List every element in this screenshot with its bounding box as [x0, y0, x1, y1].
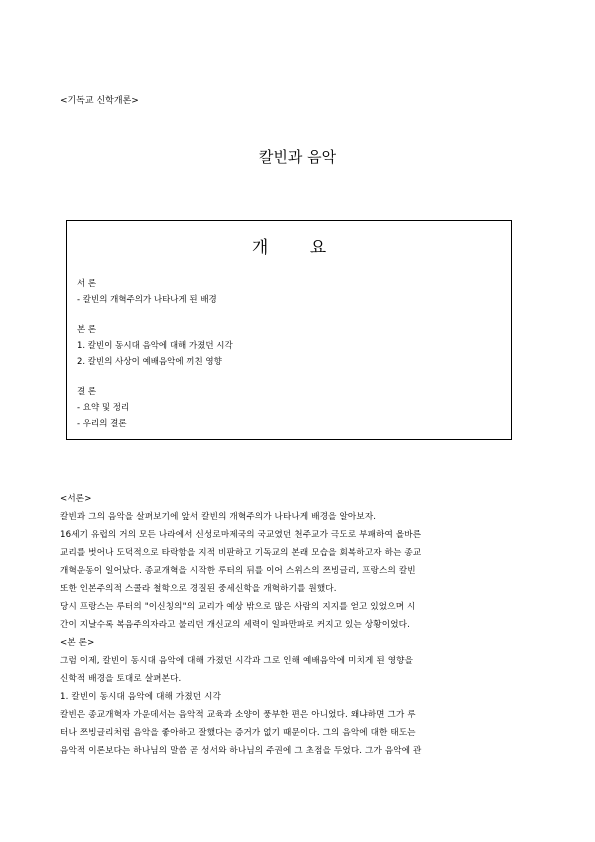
header-tag: <기독교 신학개론>	[60, 96, 139, 106]
outline-section-heading: 본 론	[77, 325, 97, 335]
outline-section-heading: 결 론	[77, 387, 97, 397]
intro-line: 16세기 유럽의 거의 모든 나라에서 신성로마제국의 국교였던 천주교가 극도로 부패하여 올바른	[60, 530, 422, 540]
body-section	[60, 634, 534, 760]
outline-section-heading: 서 론	[77, 279, 97, 289]
intro-line: 당시 프랑스는 루터의 "이신칭의"의 교리가 예상 밖으로 많은 사람의 지지를 얻고 있었으며 시	[60, 602, 416, 612]
intro-line: 개혁운동이 일어났다. 종교개혁을 시작한 루터의 뒤를 이어 스위스의 쯔빙글리, 프랑스의 칼빈	[60, 566, 416, 576]
outline-item: 2. 칼빈의 사상이 예배음악에 끼친 영향	[77, 357, 222, 367]
outline-title: 개 요	[251, 238, 345, 258]
intro-line: 간이 지날수록 복음주의자라고 불리던 개신교의 세력이 일파만파로 커지고 있는 상황이었다.	[60, 620, 410, 630]
body-line: 터나 쯔빙글리처럼 음악을 좋아하고 잘했다는 증거가 없기 때문이다. 그의 음악에 대한 태도는	[60, 728, 416, 738]
intro-line: 교리를 벗어나 도덕적으로 타락함을 지적 비판하고 기독교의 본래 모습을 회복하고자 하는 종교	[60, 548, 422, 558]
outline-box	[66, 220, 512, 440]
body-line: 칼빈은 종교개혁자 가운데서는 음악적 교육과 소양이 풍부한 편은 아니었다. 왜냐하면 그가 루	[60, 710, 416, 720]
body-heading: <본 론>	[60, 638, 95, 648]
page-title: 칼빈과 음악	[258, 148, 337, 166]
body-line: 신학적 배경을 토대로 살펴본다.	[60, 674, 182, 684]
outline-item: - 요약 및 정리	[77, 403, 130, 413]
body-line: 음악적 이론보다는 하나님의 말씀 곧 성서와 하나님의 주권에 그 초점을 두었다. 그가 음악에 관	[60, 746, 422, 756]
outline-item: - 우리의 결론	[77, 419, 127, 429]
body-line: 1. 칼빈이 동시대 음악에 대해 가졌던 시각	[60, 692, 222, 702]
outline-item: - 칼빈의 개혁주의가 나타나게 된 배경	[77, 295, 217, 305]
outline-item: 1. 칼빈이 동시대 음악에 대해 가졌던 시각	[77, 341, 233, 351]
intro-line: 칼빈과 그의 음악을 살펴보기에 앞서 칼빈의 개혁주의가 나타나게 배경을 알아보자.	[60, 512, 377, 522]
intro-line: 또한 인본주의적 스콜라 철학으로 경질된 중세신학을 개혁하기를 원했다.	[60, 584, 337, 594]
body-line: 그럼 이제, 칼빈이 동시대 음악에 대해 가졌던 시각과 그로 인해 예배음악에 미치게 된 영향을	[60, 656, 414, 666]
intro-heading: <서론>	[60, 494, 92, 504]
intro-section	[60, 490, 534, 634]
